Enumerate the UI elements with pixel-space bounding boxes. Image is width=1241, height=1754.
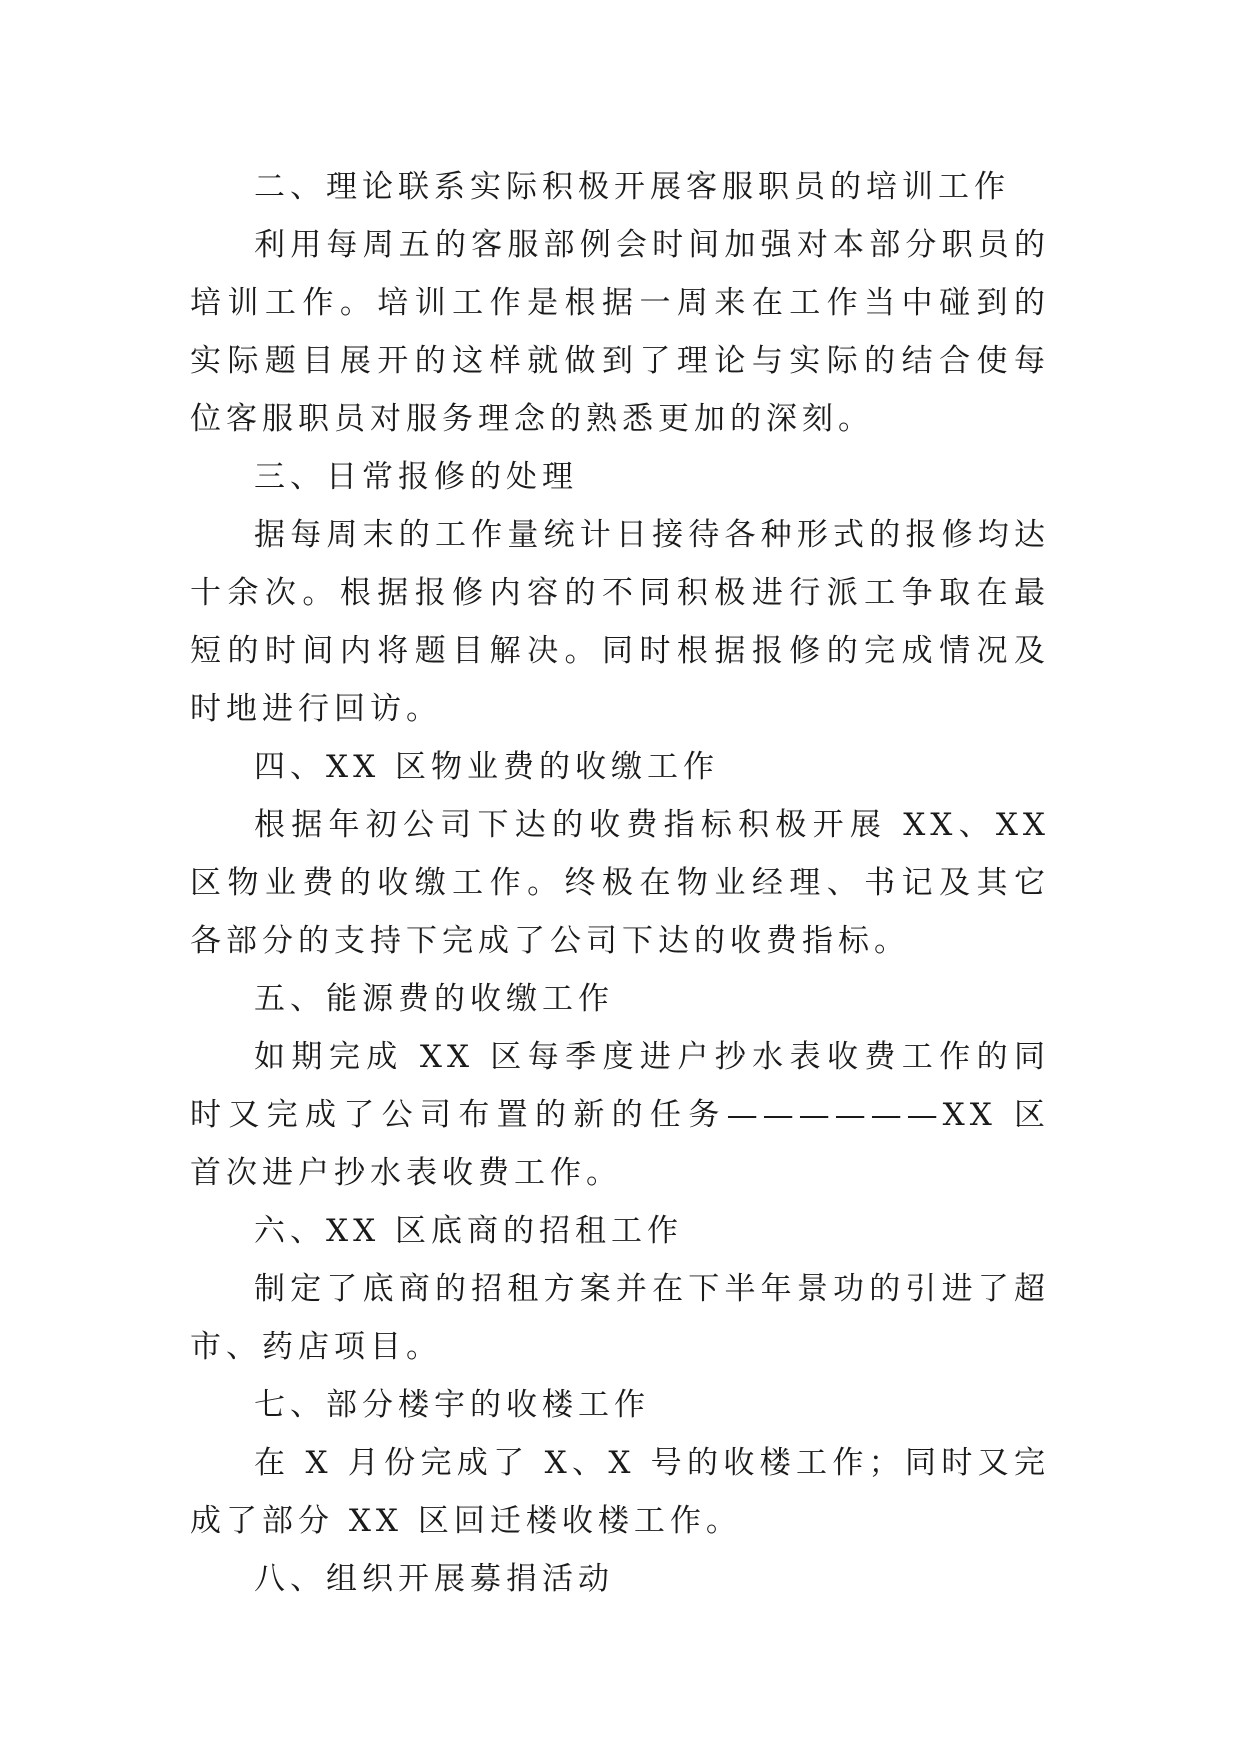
- paragraph-repairs: 据每周末的工作量统计日接待各种形式的报修均达十余次。根据报修内容的不同积极进行派工争取在最短的时间内将题目解决。同时根据报修的完成情况及时地进行回访。: [190, 517, 1050, 727]
- paragraph-training: 利用每周五的客服部例会时间加强对本部分职员的培训工作。培训工作是根据一周来在工作当中碰到的实际题目展开的这样就做到了理论与实际的结合使每位客服职员对服务理念的熟悉更加的深刻。: [190, 227, 1050, 437]
- paragraph-energy-fee: 如期完成 XX 区每季度进户抄水表收费工作的同时又完成了公司布置的新的任务——————XX 区首次进户抄水表收费工作。: [190, 1039, 1050, 1191]
- heading-section-8: 八、组织开展募捐活动: [254, 1561, 614, 1597]
- heading-section-5: 五、能源费的收缴工作: [254, 981, 614, 1017]
- heading-section-6: 六、XX 区底商的招租工作: [254, 1213, 683, 1249]
- heading-section-7: 七、部分楼宇的收楼工作: [254, 1387, 650, 1423]
- paragraph-property-fee: 根据年初公司下达的收费指标积极开展 XX、XX 区物业费的收缴工作。终极在物业经理、书记及其它各部分的支持下完成了公司下达的收费指标。: [190, 807, 1050, 959]
- paragraph-handover: 在 X 月份完成了 X、X 号的收楼工作；同时又完成了部分 XX 区回迁楼收楼工作。: [190, 1445, 1050, 1539]
- heading-section-4: 四、XX 区物业费的收缴工作: [254, 749, 719, 785]
- heading-section-2: 二、理论联系实际积极开展客服职员的培训工作: [254, 169, 1010, 205]
- document-body: [190, 158, 1050, 1608]
- paragraph-leasing: 制定了底商的招租方案并在下半年景功的引进了超市、药店项目。: [190, 1271, 1050, 1365]
- heading-section-3: 三、日常报修的处理: [254, 459, 578, 495]
